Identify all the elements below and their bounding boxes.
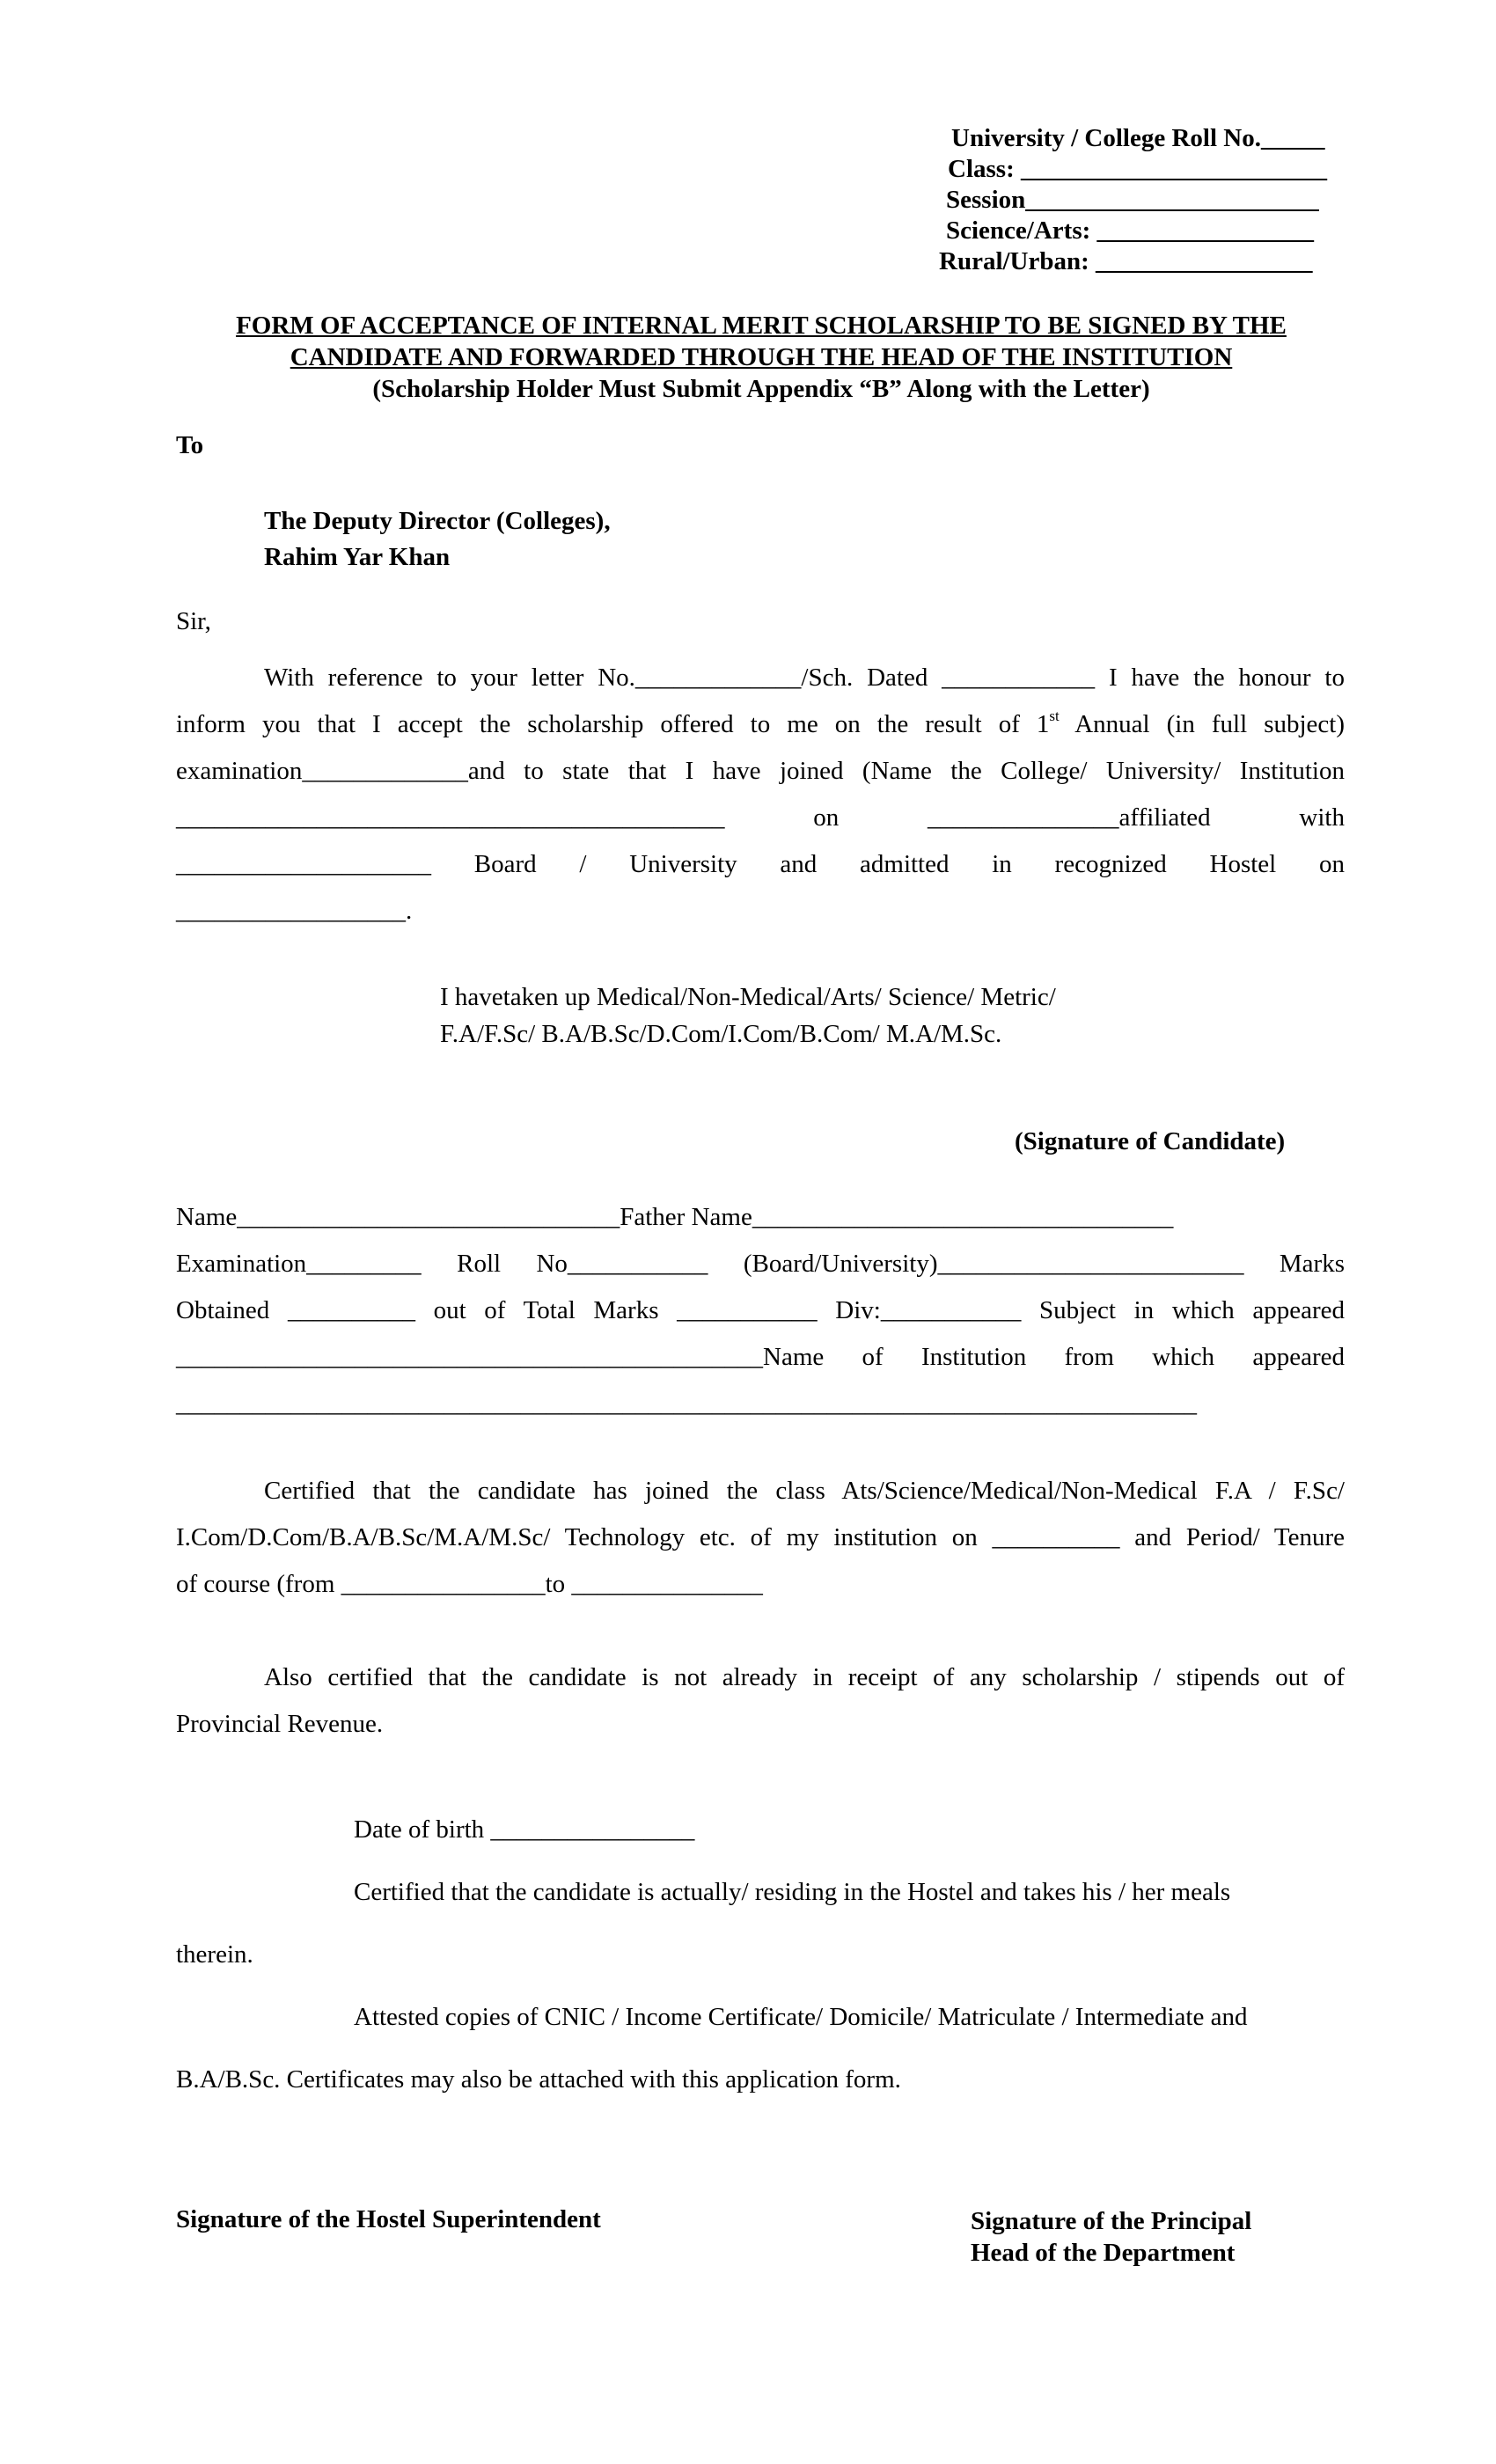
ordinal-suffix: st (1049, 708, 1060, 724)
para1-line-3: examination_____________and to state that I have joined (Name the College/ University/ Institution (176, 757, 1345, 785)
certification-paragraph (176, 1468, 1345, 1608)
session-field[interactable]: Session_______________________ (946, 186, 1319, 214)
candidate-details (176, 1194, 1345, 1427)
hostel-superintendent-signature: Signature of the Hostel Superintendent (176, 2205, 601, 2233)
title-line-1: FORM OF ACCEPTANCE OF INTERNAL MERIT SCHOLARSHIP TO BE SIGNED BY THE (236, 312, 1287, 340)
para1-line-5: ____________________ Board / University and admitted in recognized Hostel on (176, 850, 1345, 878)
form-title (176, 310, 1346, 405)
salutation: Sir, (176, 607, 211, 635)
also-certified-paragraph (176, 1654, 1345, 1748)
title-note: (Scholarship Holder Must Submit Appendix “B” Along with the Letter) (372, 375, 1150, 403)
roll-no-field[interactable]: University / College Roll No._____ (951, 124, 1325, 152)
principal-signature: Signature of the Principal (971, 2207, 1252, 2235)
also-cert-line-1: Also certified that the candidate is not already in receipt of any scholarship / stipends out of (264, 1663, 1345, 1691)
principal-signature-block (971, 2205, 1251, 2269)
header-fields (939, 123, 1327, 277)
details-line-1: Name______________________________Father Name_________________________________ (176, 1203, 1174, 1231)
para1-line-6: __________________. (176, 897, 413, 925)
cert-line-2: I.Com/D.Com/B.A/B.Sc/M.A/M.Sc/ Technology etc. of my institution on __________ and Period/ Tenure (176, 1523, 1345, 1551)
title-line-2: CANDIDATE AND FORWARDED THROUGH THE HEAD OF THE INSTITUTION (290, 343, 1233, 371)
science-arts-field[interactable]: Science/Arts: _________________ (946, 216, 1315, 245)
subjects-line-2: F.A/F.Sc/ B.A/B.Sc/D.Com/I.Com/B.Com/ M.A/M.Sc. (440, 1020, 1002, 1048)
hostel-cert-line-2: therein. (176, 1940, 253, 1969)
date-of-birth-field[interactable]: Date of birth ________________ (354, 1815, 695, 1844)
to-label: To (176, 431, 204, 459)
recipient-line-1: The Deputy Director (Colleges), (264, 507, 611, 535)
para1-line-2-rest: Annual (in full subject) (1059, 710, 1345, 738)
attested-line-1: Attested copies of CNIC / Income Certificate/ Domicile/ Matriculate / Intermediate and (354, 2003, 1248, 2031)
para1-line-1: With reference to your letter No._____________/Sch. Dated ____________ I have the honour to (264, 664, 1345, 692)
details-line-4: ______________________________________________Name of Institution from which appeared (176, 1343, 1345, 1371)
cert-line-3: of course (from ________________to _______________ (176, 1570, 763, 1598)
cert-line-1: Certified that the candidate has joined the class Ats/Science/Medical/Non-Medical F.A / F.Sc/ (264, 1477, 1345, 1505)
details-line-2: Examination_________ Roll No___________ (Board/University)________________________ Marks (176, 1250, 1345, 1278)
attested-line-2: B.A/B.Sc. Certificates may also be attached with this application form. (176, 2065, 901, 2094)
body-paragraph-1 (176, 655, 1345, 935)
hostel-cert-line-1: Certified that the candidate is actually/ residing in the Hostel and takes his / her meals (354, 1878, 1231, 1906)
candidate-signature-label: (Signature of Candidate) (1015, 1127, 1286, 1155)
para1-line-4: ___________________________________________ on _______________affiliated with (176, 803, 1345, 832)
class-field[interactable]: Class: ________________________ (948, 155, 1327, 183)
subjects-block (440, 979, 1056, 1052)
details-line-3: Obtained __________ out of Total Marks ___________ Div:___________ Subject in which appeared (176, 1296, 1345, 1324)
subjects-line-1: I havetaken up Medical/Non-Medical/Arts/ Science/ Metric/ (440, 983, 1056, 1011)
head-of-department-signature: Head of the Department (971, 2239, 1236, 2267)
para1-line-2 (176, 701, 1345, 748)
also-cert-line-2: Provincial Revenue. (176, 1710, 384, 1738)
details-line-5: ________________________________________________________________________________ (176, 1390, 1197, 1418)
recipient-line-2: Rahim Yar Khan (264, 543, 451, 571)
rural-urban-field[interactable]: Rural/Urban: _________________ (939, 247, 1313, 275)
para1-line-2-text: inform you that I accept the scholarship offered to me on the result of 1 (176, 710, 1050, 738)
recipient-block (264, 503, 611, 576)
